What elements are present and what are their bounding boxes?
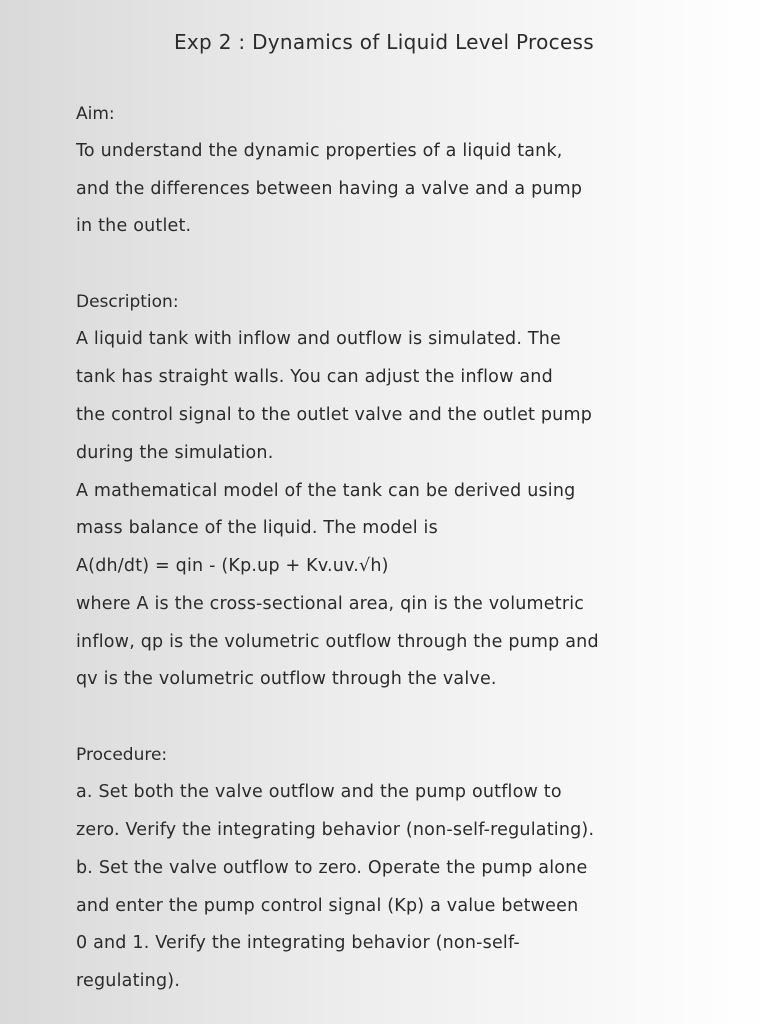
procedure-line: and enter the pump control signal (Kp) a value between bbox=[76, 896, 579, 916]
aim-line: and the differences between having a valve and a pump bbox=[76, 179, 583, 199]
description-line: where A is the cross-sectional area, qin is the volumetric bbox=[76, 594, 585, 614]
description-line: inflow, qp is the volumetric outflow through the pump and bbox=[76, 632, 599, 652]
description-line: A mathematical model of the tank can be derived using bbox=[76, 481, 576, 501]
aim-line: To understand the dynamic properties of a liquid tank, bbox=[76, 141, 563, 161]
description-line: qv is the volumetric outflow through the valve. bbox=[76, 669, 497, 689]
description-line: tank has straight walls. You can adjust the inflow and bbox=[76, 367, 553, 387]
description-line: the control signal to the outlet valve and the outlet pump bbox=[76, 405, 593, 425]
procedure-line: a. Set both the valve outflow and the pump outflow to bbox=[76, 782, 562, 802]
procedure-line: regulating). bbox=[76, 971, 181, 991]
procedure-line: b. Set the valve outflow to zero. Operate the pump alone bbox=[76, 858, 588, 878]
page-title: Exp 2 : Dynamics of Liquid Level Process bbox=[173, 30, 595, 54]
procedure-line: 0 and 1. Verify the integrating behavior (non-self- bbox=[76, 933, 520, 953]
model-equation: A(dh/dt) = qin - (Kp.up + Kv.uv.√h) bbox=[76, 556, 389, 576]
procedure-line: zero. Verify the integrating behavior (non-self-regulating). bbox=[76, 820, 595, 840]
description-line: during the simulation. bbox=[76, 443, 274, 463]
description-line: mass balance of the liquid. The model is bbox=[76, 518, 438, 538]
aim-heading: Aim: bbox=[76, 104, 115, 124]
procedure-heading: Procedure: bbox=[76, 745, 168, 765]
description-line: A liquid tank with inflow and outflow is simulated. The bbox=[76, 329, 562, 349]
aim-line: in the outlet. bbox=[76, 216, 192, 236]
description-heading: Description: bbox=[76, 292, 179, 312]
